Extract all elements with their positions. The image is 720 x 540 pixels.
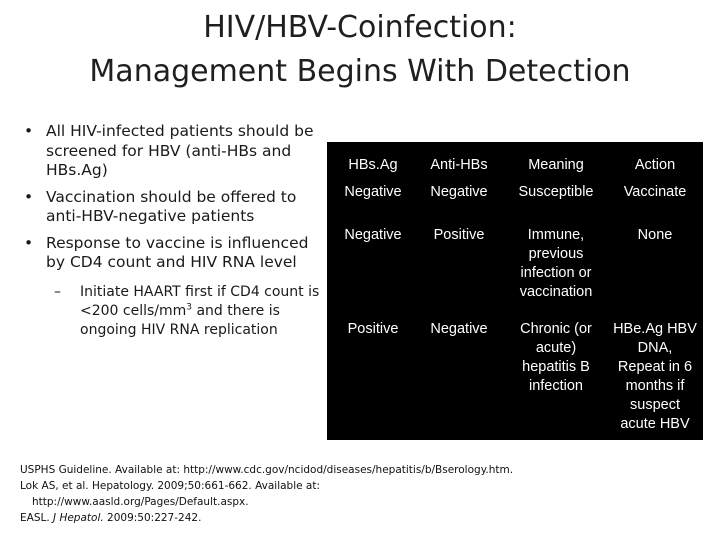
table-header-hbsag: HBs.Ag (348, 157, 398, 173)
reference-easl-suffix: 2009:50:227-242. (103, 512, 202, 524)
bullet-dot-icon: • (24, 187, 34, 206)
table-header-meaning: Meaning (528, 157, 584, 173)
title-line-2: Management Begins With Detection (89, 54, 631, 89)
table-cell: Positive (433, 227, 485, 243)
table-cell: Susceptible (518, 184, 594, 200)
sub-bullet-text-before: Initiate HAART first if CD4 count is <200 cells/mm (80, 283, 320, 319)
table-cell: Negative (344, 184, 402, 200)
table-cell: HBe.Ag HBV DNA, Repeat in 6 months if suspect acute HBV (613, 321, 697, 432)
reference-easl-journal: J Hepatol. (53, 512, 104, 524)
sub-bullet-text-after: and there is ongoing HIV RNA replication (80, 302, 280, 338)
bullet-dot-icon: • (24, 233, 34, 252)
table-cell: Negative (430, 321, 488, 337)
sub-bullet-superscript: 3 (186, 301, 193, 312)
table-cell: Immune, previous infection or vaccination (519, 227, 593, 300)
table-cell: Positive (347, 321, 399, 337)
bullet-text: Response to vaccine is influenced by CD4 count and HIV RNA level (46, 233, 309, 271)
reference-link: http://www.aasld.org/Pages/Default.aspx. (32, 496, 249, 508)
bullet-item (24, 122, 324, 181)
reference-easl-prefix: EASL. (20, 512, 54, 524)
reference-easl (20, 510, 700, 526)
table-cell: Negative (344, 227, 402, 243)
bullet-dot-icon: • (24, 122, 34, 140)
bullet-text: Vaccination should be offered to anti-HBV-negative patients (46, 187, 297, 225)
hbv-serology-table (327, 142, 703, 440)
table-header-anti-hbs: Anti-HBs (430, 157, 488, 173)
table-cell: Vaccinate (623, 184, 687, 200)
bullet-item (24, 234, 324, 273)
reference-usphs: USPHS Guideline. Available at: http://www.cdc.gov/ncidod/diseases/hepatitis/b/Bserology.htm. (20, 464, 514, 476)
slide-title (0, 6, 720, 94)
table-cell: Chronic (or acute) hepatitis B infection (520, 321, 592, 394)
bullet-text: All HIV-infected patients should be screened for HBV (anti-HBs and HBs.Ag) (46, 122, 314, 179)
table-cell: Negative (430, 184, 488, 200)
table-header-action: Action (634, 157, 676, 173)
bullet-list (24, 122, 324, 340)
reference-lok: Lok AS, et al. Hepatology. 2009;50:661-662. Available at: (20, 480, 321, 492)
references (20, 462, 700, 526)
title-line-1: HIV/HBV-Coinfection: (203, 10, 517, 45)
sub-bullet-item (24, 283, 324, 340)
sub-bullet-dash-icon: – (54, 283, 61, 300)
bullet-item (24, 188, 324, 227)
table-cell: None (637, 227, 673, 243)
